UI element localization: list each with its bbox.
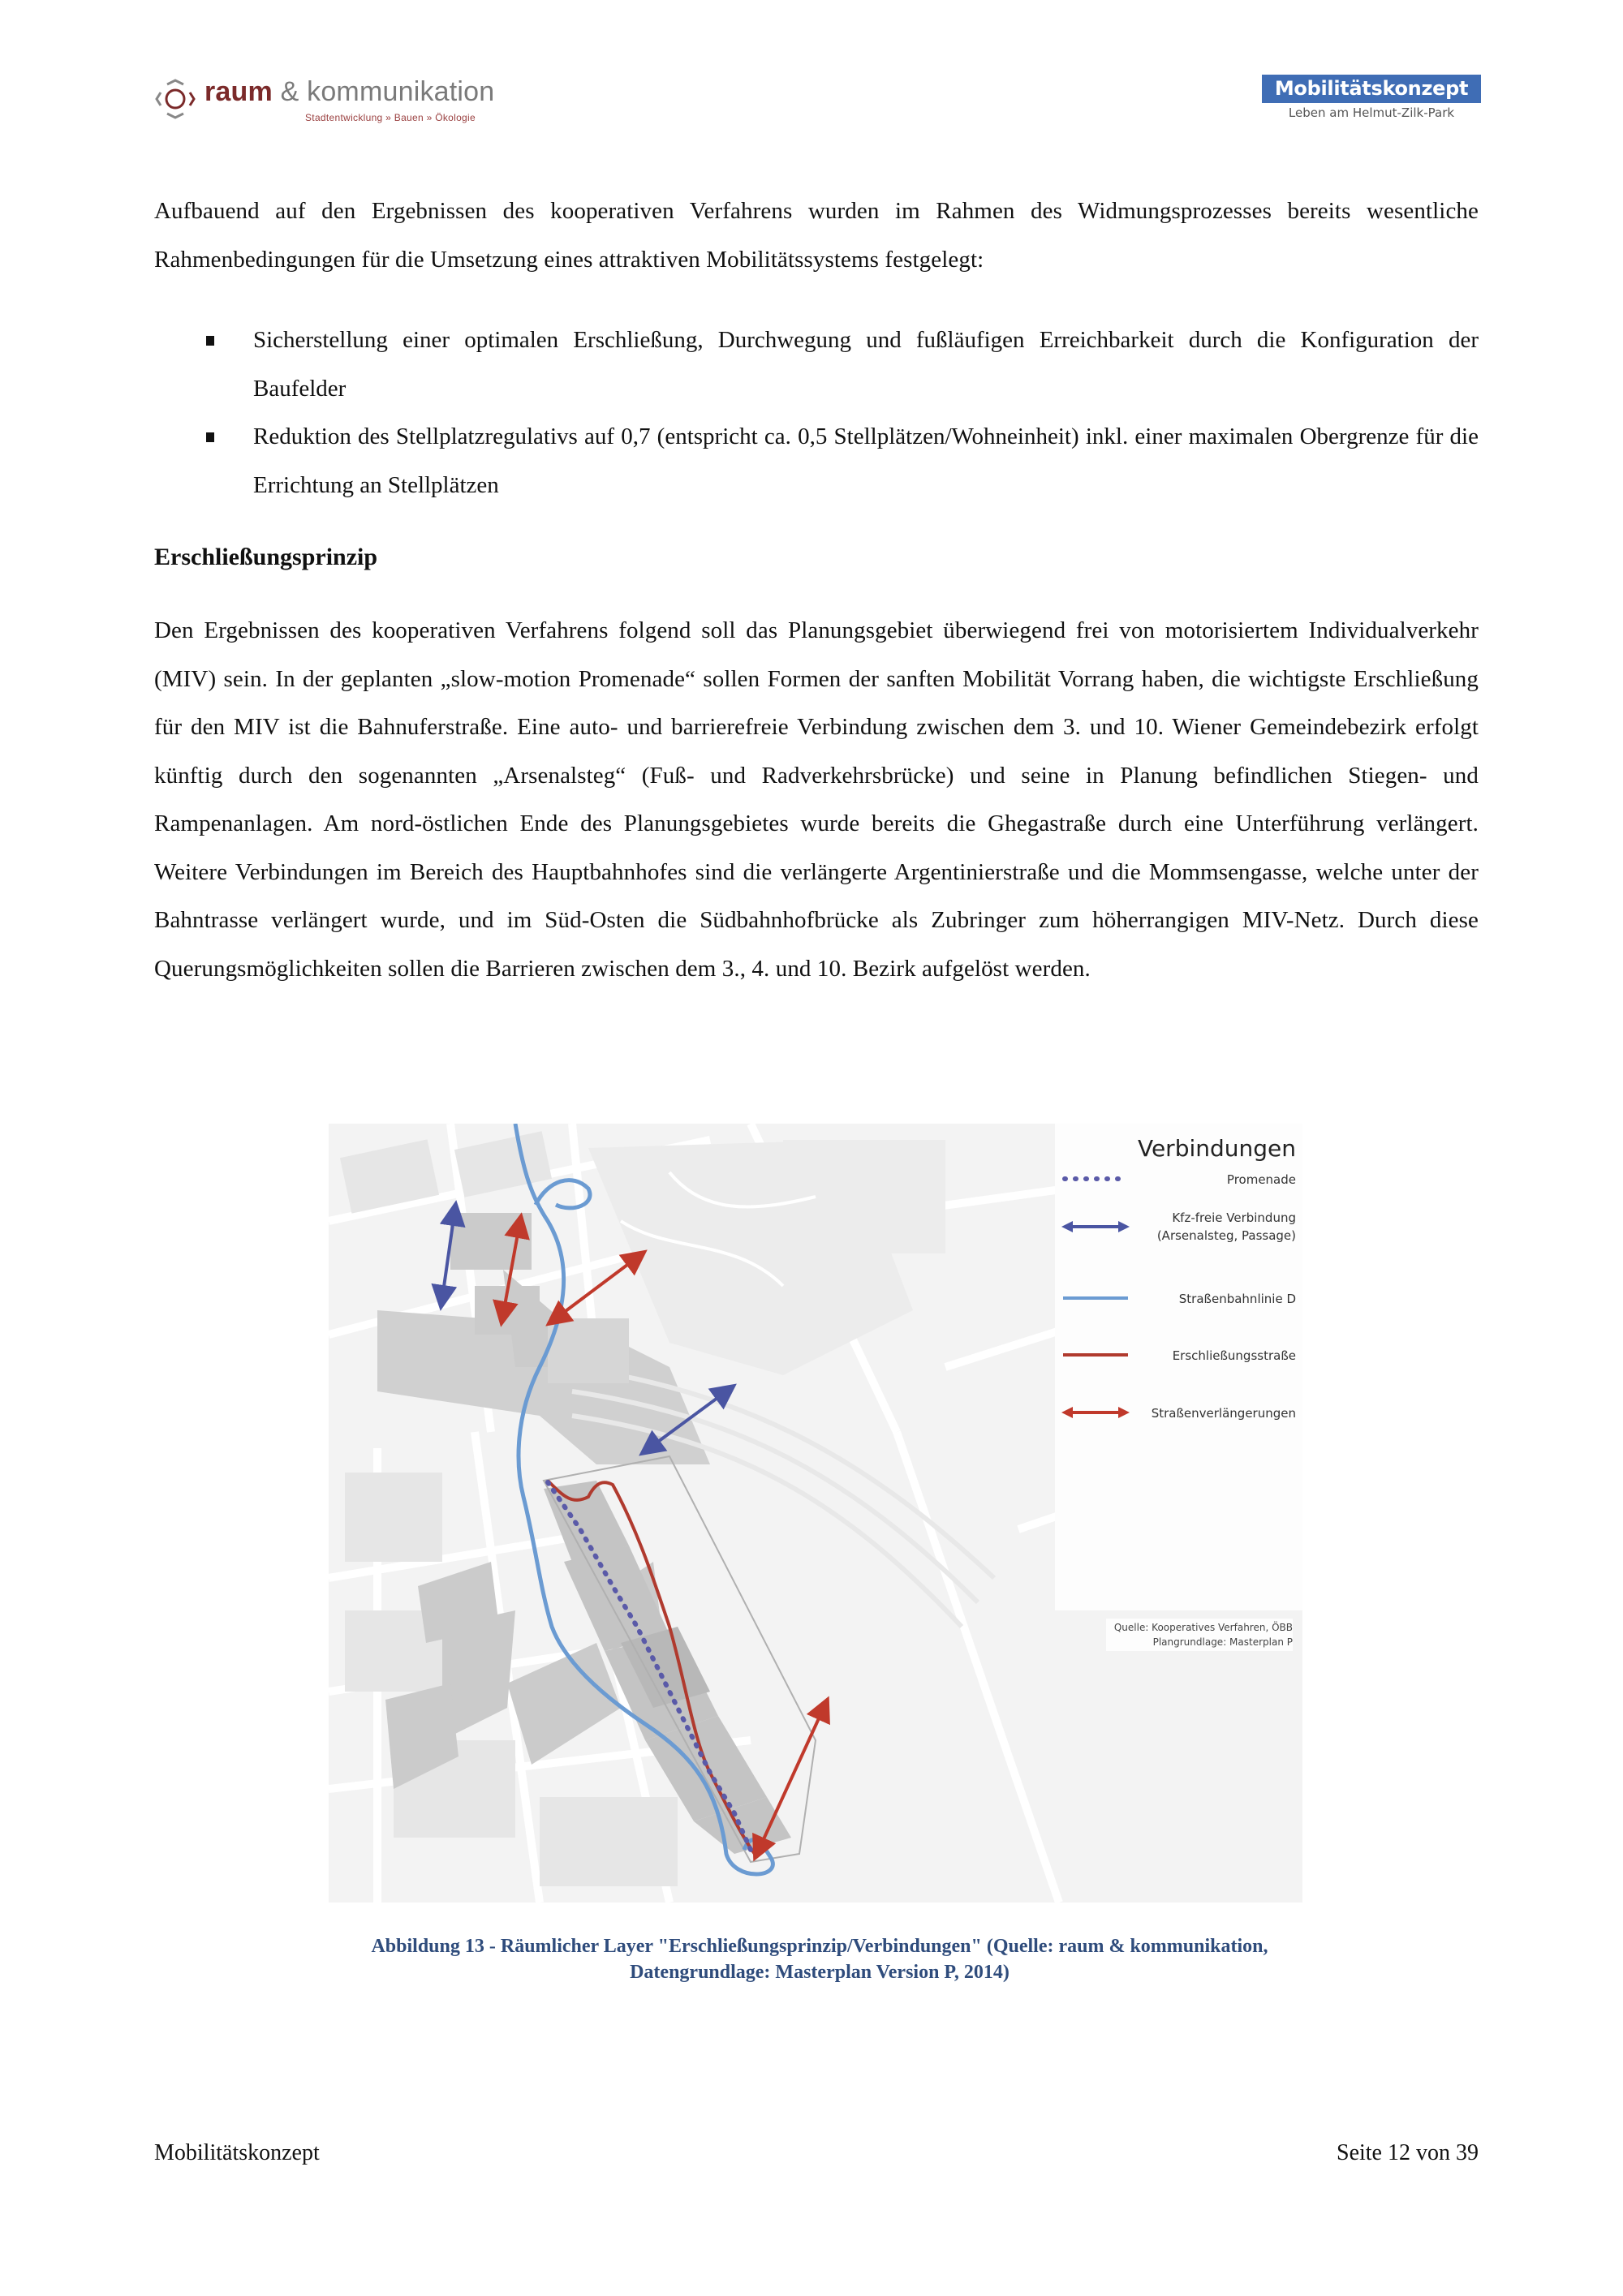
- bullet-marker: [206, 432, 214, 442]
- red-line-icon: [1061, 1347, 1130, 1363]
- mobilitaetskonzept-logo: [1262, 75, 1481, 120]
- logo-subtitle: Leben am Helmut-Zilk-Park: [1288, 105, 1455, 120]
- legend-title: Verbindungen: [1137, 1135, 1296, 1162]
- circle-arrows-icon: [154, 78, 196, 120]
- raum-kommunikation-logo: [154, 71, 527, 128]
- figure-caption: Abbildung 13 - Räumlicher Layer "Erschließungsprinzip/Verbindungen" (Quelle: raum & kommunikation, Datengrundlage: Masterplan Version P, 2014): [371, 1936, 1268, 1983]
- legend-item-car-free: Kfz-freie Verbindung (Arsenalsteg, Passage): [1061, 1209, 1296, 1249]
- map-source: Quelle: Kooperatives Verfahren, ÖBB Plangrundlage: Masterplan P: [1106, 1619, 1293, 1651]
- footer-document-title: Mobilitätskonzept: [154, 2140, 320, 2165]
- intro-paragraph: Aufbauend auf den Ergebnissen des kooperativen Verfahrens wurden im Rahmen des Widmungsprozesses bereits wesentliche Rahmenbedingungen für die Umsetzung eines attraktiven Mobilitätssystems festgelegt:: [154, 198, 1479, 273]
- bullet-list: [154, 316, 1479, 510]
- logo-title: Mobilitätskonzept: [1262, 75, 1481, 103]
- list-item: Sicherstellung einer optimalen Erschließung, Durchwegung und fußläufigen Erreichbarkeit durch die Konfiguration der Baufelder: [154, 316, 1479, 413]
- dotted-line-icon: [1061, 1171, 1130, 1187]
- footer-page-number: Seite 12 von 39: [1337, 2140, 1479, 2165]
- light-blue-line-icon: [1061, 1290, 1130, 1306]
- brand-name: raum & kommunikation: [204, 76, 495, 107]
- section-heading: Erschließungsprinzip: [154, 544, 378, 570]
- main-paragraph: Den Ergebnissen des kooperativen Verfahrens folgend soll das Planungsgebiet überwiegend frei von motorisiertem Individualverkehr (MIV) sein. In der geplanten „slow-motion Promenade“ sollen Formen der sanften Mobilität Vorrang haben, die wichtigste Erschließung für den MIV ist die Bahnuferstraße. Eine auto- und barrierefreie Verbindung zwischen dem 3. und 10. Wiener Gemeindebezirk erfolgt künftig durch den sogenannten „Arsenalsteg“ (Fuß- und Radverkehrsbrücke) und seine in Planung befindlichen Stiegen- und Rampenanlagen. Am nord-östlichen Ende des Planungsgebietes wurde bereits die Ghegastraße durch eine Unterführung verlängert. Weitere Verbindungen im Bereich des Hauptbahnhofes sind die verlängerte Argentinierstraße und die Mommsengasse, welche unter der Bahntrasse verlängert wurde, und im Süd-Osten die Südbahnhofbrücke als Zubringer zum höherrangigen MIV-Netz. Durch diese Querungsmöglichkeiten sollen die Barrieren zwischen dem 3., 4. und 10. Bezirk aufgelöst werden.: [154, 617, 1479, 982]
- bullet-marker: [206, 336, 214, 346]
- list-item: Reduktion des Stellplatzregulativs auf 0,7 (entspricht ca. 0,5 Stellplätzen/Wohneinheit) inkl. einer maximalen Obergrenze für die Errichtung an Stellplätzen: [154, 413, 1479, 510]
- blue-double-arrow-icon: [1061, 1219, 1130, 1235]
- map-legend: Verbindungen Promenade Kfz-freie Verbindung (Arsenalsteg, Passage) Straßenbahnlinie D Erschließungsstraße Straßenverlängerungen: [1055, 1124, 1302, 1610]
- red-double-arrow-icon: [1061, 1404, 1130, 1421]
- brand-tagline: Stadtentwicklung » Bauen » Ökologie: [305, 112, 476, 123]
- map-figure: [329, 1124, 1302, 1903]
